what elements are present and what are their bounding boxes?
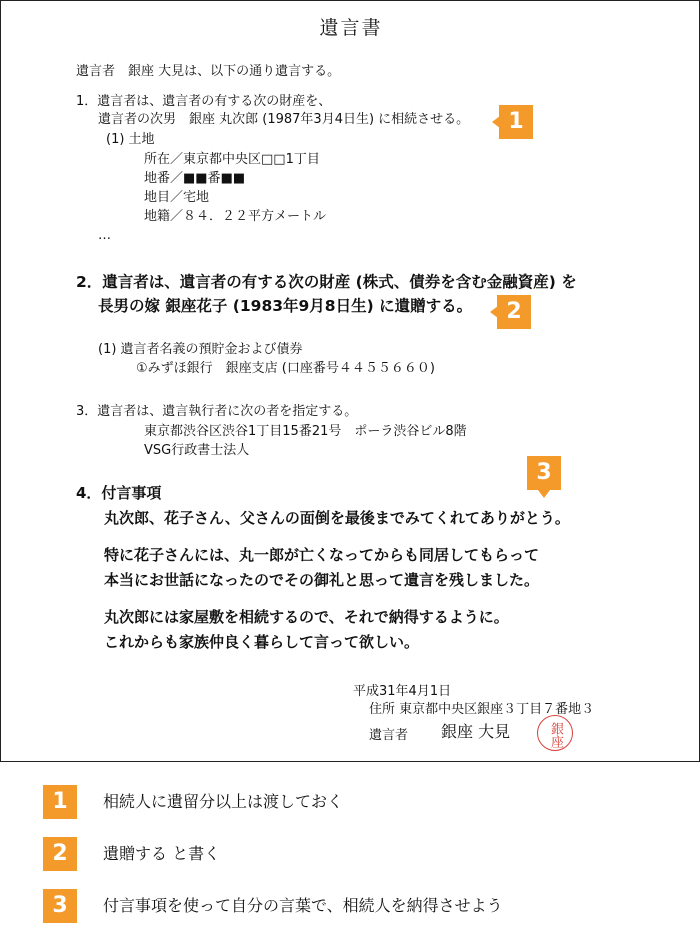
clause1-item-label: (1) 土地 (106, 132, 155, 147)
clause4-p2-line1: 特に花子さんには、丸一郎が亡くなってからも同居してもらって (104, 546, 540, 564)
badge3-pointer (538, 490, 550, 498)
legend-text-2: 遺贈する と書く (103, 844, 221, 863)
clause2-line2: 長男の嫁 銀座花子 (1983年9月8日生) に遺贈する。 (98, 297, 473, 315)
legend-text-3: 付言事項を使って自分の言葉で、相続人を納得させよう (103, 896, 503, 915)
clause1-location: 所在／東京都中央区□□1丁目 (144, 152, 320, 167)
clause1-lot-number: 地番／■■番■■ (144, 171, 246, 186)
signature-address: 住所 東京都中央区銀座３丁目７番地３ (369, 702, 595, 717)
clause1-ellipsis: … (98, 228, 111, 243)
legend-text-1: 相続人に遺留分以上は渡しておく (103, 792, 344, 811)
clause4-p1: 丸次郎、花子さん、父さんの面倒を最後までみてくれてありがとう。 (104, 509, 570, 527)
badge-2: 2 (497, 295, 531, 329)
clause2-bank: ①みずほ銀行 銀座支店 (口座番号４４５５６６０) (136, 361, 435, 376)
legend-badge-2: 2 (43, 837, 77, 871)
testator-label: 遺言者 (369, 728, 409, 743)
badge-3: 3 (527, 456, 561, 490)
clause3-firm: VSG行政書士法人 (144, 443, 250, 458)
clause1-area: 地籍／８４．２２平方メートル (144, 209, 327, 224)
clause2-line1: 2．遺言者は、遺言者の有する次の財産 (株式、債券を含む金融資産) を (76, 273, 577, 291)
testator-name: 銀座 大見 (441, 722, 511, 741)
clause1-line1: 1．遺言者は、遺言者の有する次の財産を、 (76, 94, 332, 109)
badge-1: 1 (499, 105, 533, 139)
legend-badge-3: 3 (43, 889, 77, 923)
clause4-p3-line2: これからも家族仲良く暮らして言って欲しい。 (104, 633, 420, 651)
clause3-line1: 3．遺言者は、遺言執行者に次の者を指定する。 (76, 404, 358, 419)
document-title: 遺言書 (319, 17, 383, 39)
clause4-p3-line1: 丸次郎には家屋敷を相続するので、それで納得するように。 (104, 608, 509, 626)
legend-badge-1: 1 (43, 785, 77, 819)
signature-date: 平成31年4月1日 (353, 684, 452, 699)
clause3-address: 東京都渋谷区渋谷1丁目15番21号 ポーラ渋谷ビル8階 (144, 424, 467, 439)
seal-stamp: 銀座 (537, 715, 573, 751)
clause2-item-label: (1) 遺言者名義の預貯金および債券 (98, 342, 303, 357)
clause1-land-category: 地目／宅地 (144, 190, 210, 205)
clause4-heading: 4．付言事項 (76, 484, 162, 502)
clause4-p2-line2: 本当にお世話になったのでその御礼と思って遺言を残しました。 (104, 571, 540, 589)
clause1-line2: 遺言者の次男 銀座 丸次郎 (1987年3月4日生) に相続させる。 (98, 112, 470, 127)
intro-text: 遺言者 銀座 大見は、以下の通り遺言する。 (76, 64, 341, 79)
